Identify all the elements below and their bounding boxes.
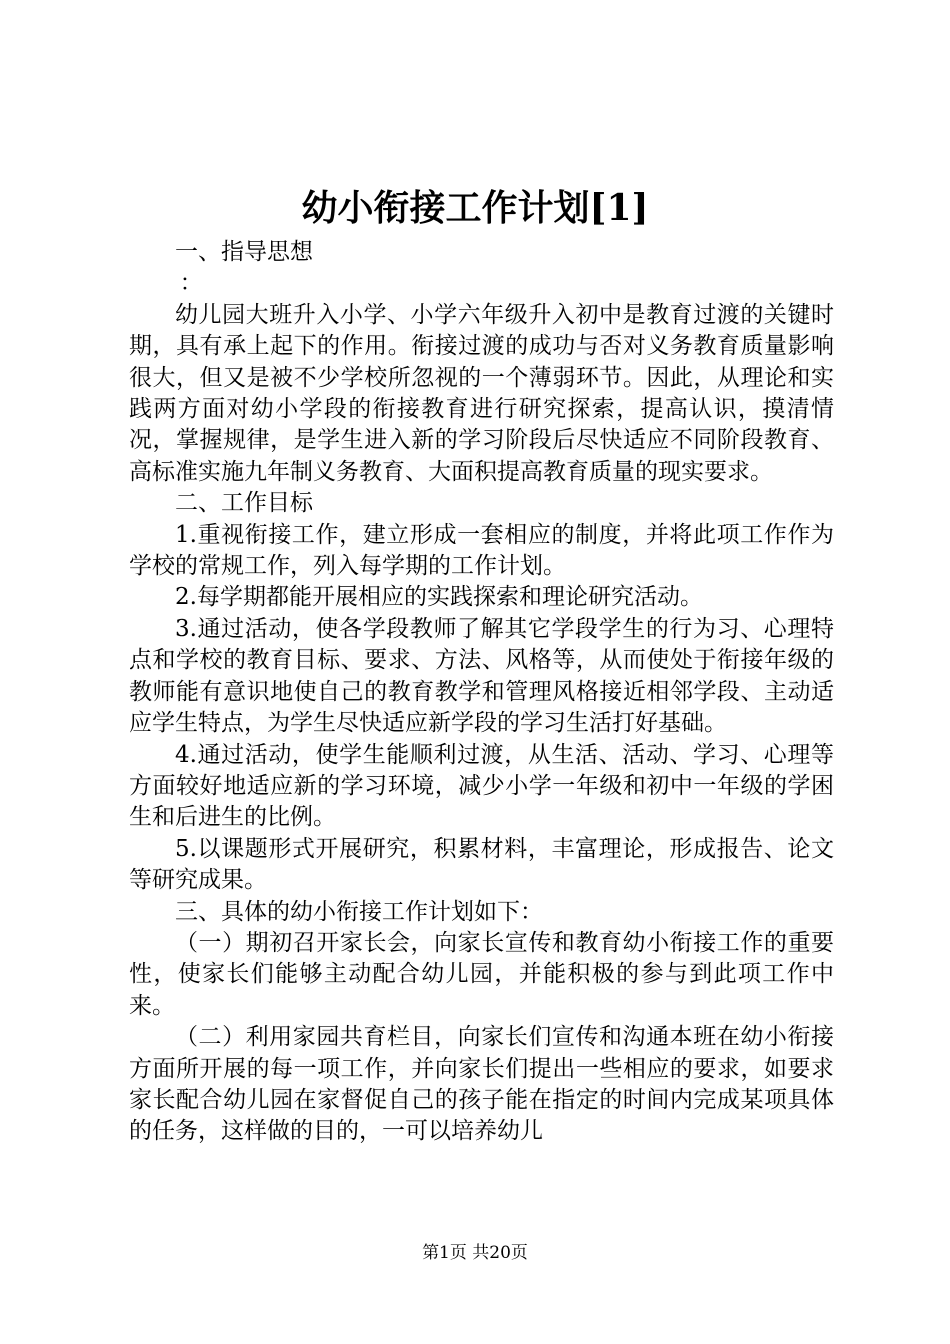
paragraph-intro: 幼儿园大班升入小学、小学六年级升入初中是教育过渡的关键时期，具有承上起下的作用。衔接过渡的成功与否对义务教育质量影响很大，但又是被不少学校所忽视的一个薄弱环节。因此，从理论和实践两方面对幼小学段的衔接教育进行研究探索，提高认识，摸清情况，掌握规律，是学生进入新的学习阶段后尽快适应不同阶段教育、高标准实施九年制义务教育、大面积提高教育质量的现实要求。 xyxy=(129,301,834,485)
page-number-footer: 第1页 共20页 xyxy=(422,1243,528,1263)
plan-item-1: （一）期初召开家长会，向家长宣传和教育幼小衔接工作的重要性，使家长们能够主动配合幼儿园，并能积极的参与到此项工作中来。 xyxy=(129,929,834,1019)
section-heading-guiding-ideology: 一、指导思想 xyxy=(175,239,313,265)
goal-item-4: 4.通过活动，使学生能顺利过渡，从生活、活动、学习、心理等方面较好地适应新的学习环境，减少小学一年级和初中一年级的学困生和后进生的比例。 xyxy=(129,741,834,831)
section-heading-work-goals: 二、工作目标 xyxy=(175,490,313,517)
goal-item-3: 3.通过活动，使各学段教师了解其它学段学生的行为习、心理特点和学校的教育目标、要求、方法、风格等，从而使处于衔接年级的教师能有意识地使自己的教育教学和管理风格接近相邻学段、主动适应学生特点，为学生尽快适应新学段的学习生活打好基础。 xyxy=(129,615,834,737)
document-title: 幼小衔接工作计划[1] xyxy=(301,187,649,229)
goal-item-5: 5.以课题形式开展研究，积累材料，丰富理论，形成报告、论文等研究成果。 xyxy=(129,835,834,894)
goal-item-1: 1.重视衔接工作，建立形成一套相应的制度，并将此项工作作为学校的常规工作，列入每学期的工作计划。 xyxy=(129,521,834,580)
goal-item-2: 2.每学期都能开展相应的实践探索和理论研究活动。 xyxy=(175,584,703,611)
section-heading-plan: 三、具体的幼小衔接工作计划如下： xyxy=(175,898,543,925)
document-body xyxy=(129,237,834,1148)
plan-item-2: （二）利用家园共育栏目，向家长们宣传和沟通本班在幼小衔接方面所开展的每一项工作，并向家长们提出一些相应的要求，如要求家长配合幼儿园在家督促自己的孩子能在指定的时间内完成某项具体的任务，这样做的目的，一可以培养幼儿 xyxy=(129,1024,834,1145)
colon-line: ： xyxy=(179,270,203,297)
